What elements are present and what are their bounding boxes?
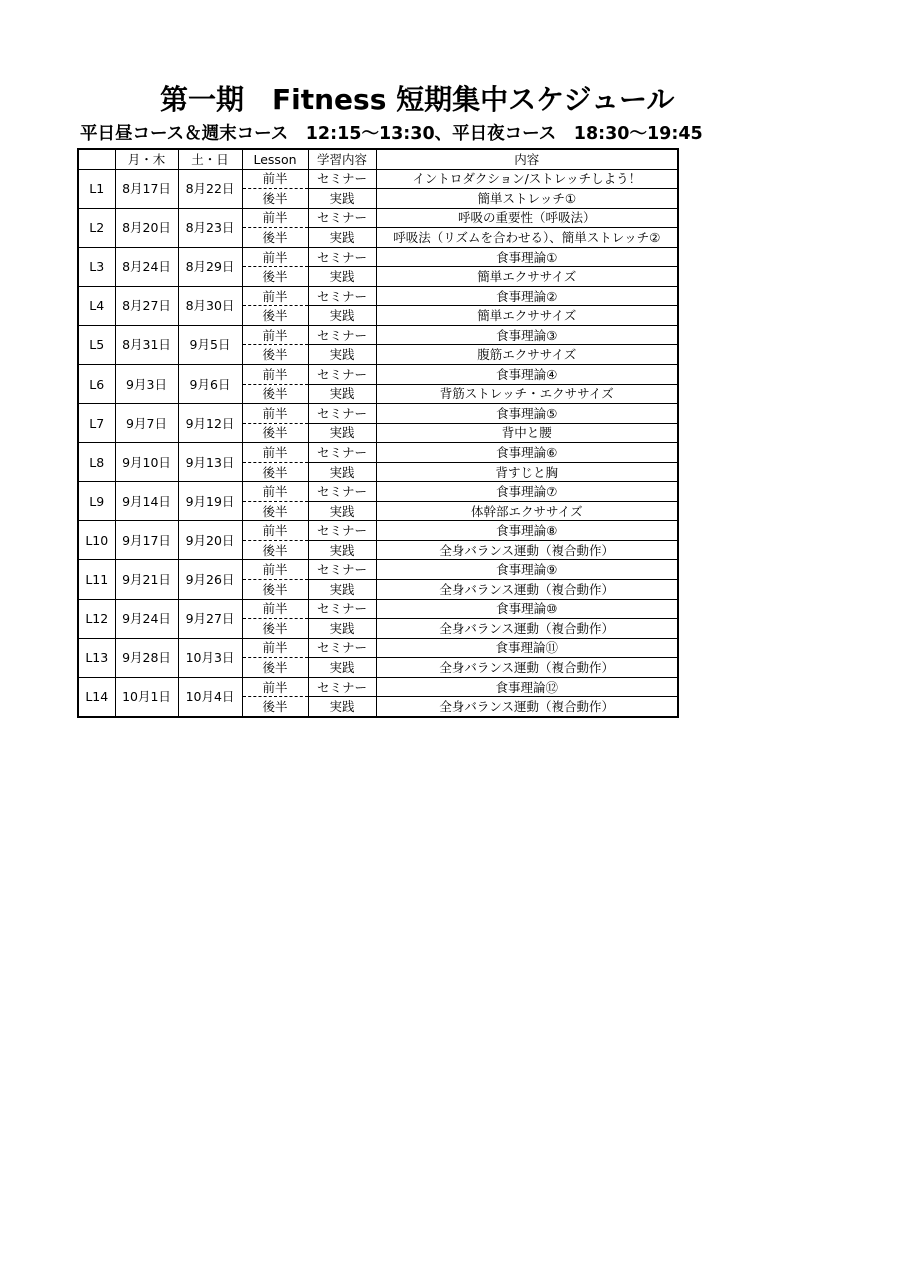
study-type: セミナー bbox=[308, 560, 376, 580]
study-type: 実践 bbox=[308, 658, 376, 678]
lesson-content: 食事理論③ bbox=[376, 325, 678, 345]
study-type: セミナー bbox=[308, 365, 376, 385]
table-row bbox=[78, 443, 678, 463]
weekday-date: 9月3日 bbox=[115, 365, 178, 404]
weekday-date: 9月17日 bbox=[115, 521, 178, 560]
lesson-part: 後半 bbox=[242, 189, 308, 209]
lesson-part: 後半 bbox=[242, 580, 308, 600]
lesson-part: 後半 bbox=[242, 423, 308, 443]
weekend-date: 8月22日 bbox=[178, 169, 242, 208]
lesson-content: 背すじと胸 bbox=[376, 462, 678, 482]
study-type: セミナー bbox=[308, 677, 376, 697]
table-row bbox=[78, 638, 678, 658]
weekend-date: 9月26日 bbox=[178, 560, 242, 599]
lesson-number: L14 bbox=[78, 677, 115, 717]
lesson-content: 呼吸の重要性（呼吸法） bbox=[376, 208, 678, 228]
table-row bbox=[78, 599, 678, 619]
study-type: 実践 bbox=[308, 540, 376, 560]
study-type: セミナー bbox=[308, 482, 376, 502]
weekend-date: 9月5日 bbox=[178, 325, 242, 364]
weekend-date: 10月4日 bbox=[178, 677, 242, 717]
weekend-date: 9月20日 bbox=[178, 521, 242, 560]
weekend-date: 8月30日 bbox=[178, 286, 242, 325]
lesson-number: L10 bbox=[78, 521, 115, 560]
weekday-date: 8月20日 bbox=[115, 208, 178, 247]
study-type: セミナー bbox=[308, 443, 376, 463]
study-type: セミナー bbox=[308, 521, 376, 541]
lesson-part: 後半 bbox=[242, 619, 308, 639]
lesson-content: 食事理論⑨ bbox=[376, 560, 678, 580]
study-type: セミナー bbox=[308, 247, 376, 267]
lesson-part: 前半 bbox=[242, 638, 308, 658]
weekday-date: 9月10日 bbox=[115, 443, 178, 482]
lesson-content: 全身バランス運動（複合動作） bbox=[376, 697, 678, 717]
study-type: 実践 bbox=[308, 501, 376, 521]
table-row bbox=[78, 521, 678, 541]
lesson-part: 前半 bbox=[242, 521, 308, 541]
table-row bbox=[78, 169, 678, 189]
header-weekend-date: 土・日 bbox=[178, 149, 242, 169]
study-type: 実践 bbox=[308, 345, 376, 365]
lesson-part: 後半 bbox=[242, 306, 308, 326]
table-row bbox=[78, 208, 678, 228]
lesson-part: 前半 bbox=[242, 677, 308, 697]
weekend-date: 9月19日 bbox=[178, 482, 242, 521]
weekend-date: 9月13日 bbox=[178, 443, 242, 482]
weekend-date: 10月3日 bbox=[178, 638, 242, 677]
weekday-date: 8月31日 bbox=[115, 325, 178, 364]
schedule-body bbox=[78, 169, 678, 717]
weekday-date: 9月7日 bbox=[115, 404, 178, 443]
lesson-part: 前半 bbox=[242, 169, 308, 189]
lesson-part: 後半 bbox=[242, 501, 308, 521]
lesson-number: L12 bbox=[78, 599, 115, 638]
table-row bbox=[78, 560, 678, 580]
weekend-date: 8月29日 bbox=[178, 247, 242, 286]
table-row bbox=[78, 247, 678, 267]
weekday-date: 8月17日 bbox=[115, 169, 178, 208]
study-type: セミナー bbox=[308, 208, 376, 228]
lesson-content: 食事理論⑦ bbox=[376, 482, 678, 502]
lesson-content: 食事理論⑩ bbox=[376, 599, 678, 619]
study-type: 実践 bbox=[308, 697, 376, 717]
study-type: セミナー bbox=[308, 169, 376, 189]
lesson-number: L2 bbox=[78, 208, 115, 247]
lesson-number: L1 bbox=[78, 169, 115, 208]
lesson-content: 全身バランス運動（複合動作） bbox=[376, 580, 678, 600]
lesson-content: 全身バランス運動（複合動作） bbox=[376, 658, 678, 678]
lesson-number: L4 bbox=[78, 286, 115, 325]
lesson-content: 簡単ストレッチ① bbox=[376, 189, 678, 209]
lesson-content: 食事理論⑥ bbox=[376, 443, 678, 463]
weekday-date: 8月24日 bbox=[115, 247, 178, 286]
weekday-date: 9月21日 bbox=[115, 560, 178, 599]
lesson-number: L11 bbox=[78, 560, 115, 599]
weekday-date: 8月27日 bbox=[115, 286, 178, 325]
weekend-date: 8月23日 bbox=[178, 208, 242, 247]
page-title: 第一期 Fitness 短期集中スケジュール bbox=[160, 83, 675, 116]
lesson-part: 後半 bbox=[242, 345, 308, 365]
lesson-number: L5 bbox=[78, 325, 115, 364]
study-type: 実践 bbox=[308, 619, 376, 639]
weekday-date: 9月24日 bbox=[115, 599, 178, 638]
header-lesson-part: Lesson bbox=[242, 149, 308, 169]
lesson-part: 前半 bbox=[242, 482, 308, 502]
header-weekday-date: 月・木 bbox=[115, 149, 178, 169]
lesson-content: 食事理論② bbox=[376, 286, 678, 306]
study-type: セミナー bbox=[308, 599, 376, 619]
table-header-row bbox=[78, 149, 678, 169]
lesson-part: 前半 bbox=[242, 208, 308, 228]
header-content: 内容 bbox=[376, 149, 678, 169]
study-type: セミナー bbox=[308, 325, 376, 345]
lesson-content: 背中と腰 bbox=[376, 423, 678, 443]
lesson-part: 前半 bbox=[242, 443, 308, 463]
table-row bbox=[78, 325, 678, 345]
lesson-part: 後半 bbox=[242, 384, 308, 404]
study-type: セミナー bbox=[308, 404, 376, 424]
weekend-date: 9月27日 bbox=[178, 599, 242, 638]
schedule-table bbox=[77, 148, 679, 718]
study-type: 実践 bbox=[308, 228, 376, 248]
lesson-content: 簡単エクササイズ bbox=[376, 267, 678, 287]
header-lesson-number bbox=[78, 149, 115, 169]
table-row bbox=[78, 365, 678, 385]
lesson-content: 背筋ストレッチ・エクササイズ bbox=[376, 384, 678, 404]
weekday-date: 9月14日 bbox=[115, 482, 178, 521]
lesson-part: 後半 bbox=[242, 462, 308, 482]
table-row bbox=[78, 404, 678, 424]
study-type: 実践 bbox=[308, 189, 376, 209]
header-study-type: 学習内容 bbox=[308, 149, 376, 169]
table-row bbox=[78, 482, 678, 502]
lesson-part: 前半 bbox=[242, 404, 308, 424]
lesson-content: 腹筋エクササイズ bbox=[376, 345, 678, 365]
lesson-content: 食事理論① bbox=[376, 247, 678, 267]
study-type: セミナー bbox=[308, 286, 376, 306]
lesson-content: 食事理論④ bbox=[376, 365, 678, 385]
lesson-number: L7 bbox=[78, 404, 115, 443]
table-row bbox=[78, 677, 678, 697]
lesson-content: 食事理論⑤ bbox=[376, 404, 678, 424]
weekend-date: 9月12日 bbox=[178, 404, 242, 443]
lesson-number: L9 bbox=[78, 482, 115, 521]
study-type: 実践 bbox=[308, 423, 376, 443]
lesson-part: 前半 bbox=[242, 560, 308, 580]
lesson-content: 全身バランス運動（複合動作） bbox=[376, 540, 678, 560]
lesson-content: 食事理論⑧ bbox=[376, 521, 678, 541]
lesson-part: 後半 bbox=[242, 540, 308, 560]
lesson-number: L13 bbox=[78, 638, 115, 677]
lesson-part: 後半 bbox=[242, 658, 308, 678]
lesson-content: 呼吸法（リズムを合わせる）、簡単ストレッチ② bbox=[376, 228, 678, 248]
study-type: 実践 bbox=[308, 306, 376, 326]
lesson-content: イントロダクション/ストレッチしよう！ bbox=[376, 169, 678, 189]
lesson-part: 前半 bbox=[242, 325, 308, 345]
lesson-part: 前半 bbox=[242, 286, 308, 306]
study-type: 実践 bbox=[308, 384, 376, 404]
lesson-part: 後半 bbox=[242, 697, 308, 717]
study-type: セミナー bbox=[308, 638, 376, 658]
lesson-number: L6 bbox=[78, 365, 115, 404]
study-type: 実践 bbox=[308, 462, 376, 482]
study-type: 実践 bbox=[308, 267, 376, 287]
lesson-content: 体幹部エクササイズ bbox=[376, 501, 678, 521]
lesson-part: 前半 bbox=[242, 365, 308, 385]
lesson-content: 食事理論⑪ bbox=[376, 638, 678, 658]
lesson-part: 後半 bbox=[242, 228, 308, 248]
page-subtitle: 平日昼コース＆週末コース 12:15～13:30、平日夜コース 18:30～19:45 bbox=[80, 124, 703, 144]
lesson-number: L3 bbox=[78, 247, 115, 286]
lesson-number: L8 bbox=[78, 443, 115, 482]
lesson-part: 後半 bbox=[242, 267, 308, 287]
lesson-part: 前半 bbox=[242, 247, 308, 267]
study-type: 実践 bbox=[308, 580, 376, 600]
lesson-content: 簡単エクササイズ bbox=[376, 306, 678, 326]
lesson-part: 前半 bbox=[242, 599, 308, 619]
lesson-content: 食事理論⑫ bbox=[376, 677, 678, 697]
table-row bbox=[78, 286, 678, 306]
weekday-date: 9月28日 bbox=[115, 638, 178, 677]
weekday-date: 10月1日 bbox=[115, 677, 178, 717]
lesson-content: 全身バランス運動（複合動作） bbox=[376, 619, 678, 639]
weekend-date: 9月6日 bbox=[178, 365, 242, 404]
